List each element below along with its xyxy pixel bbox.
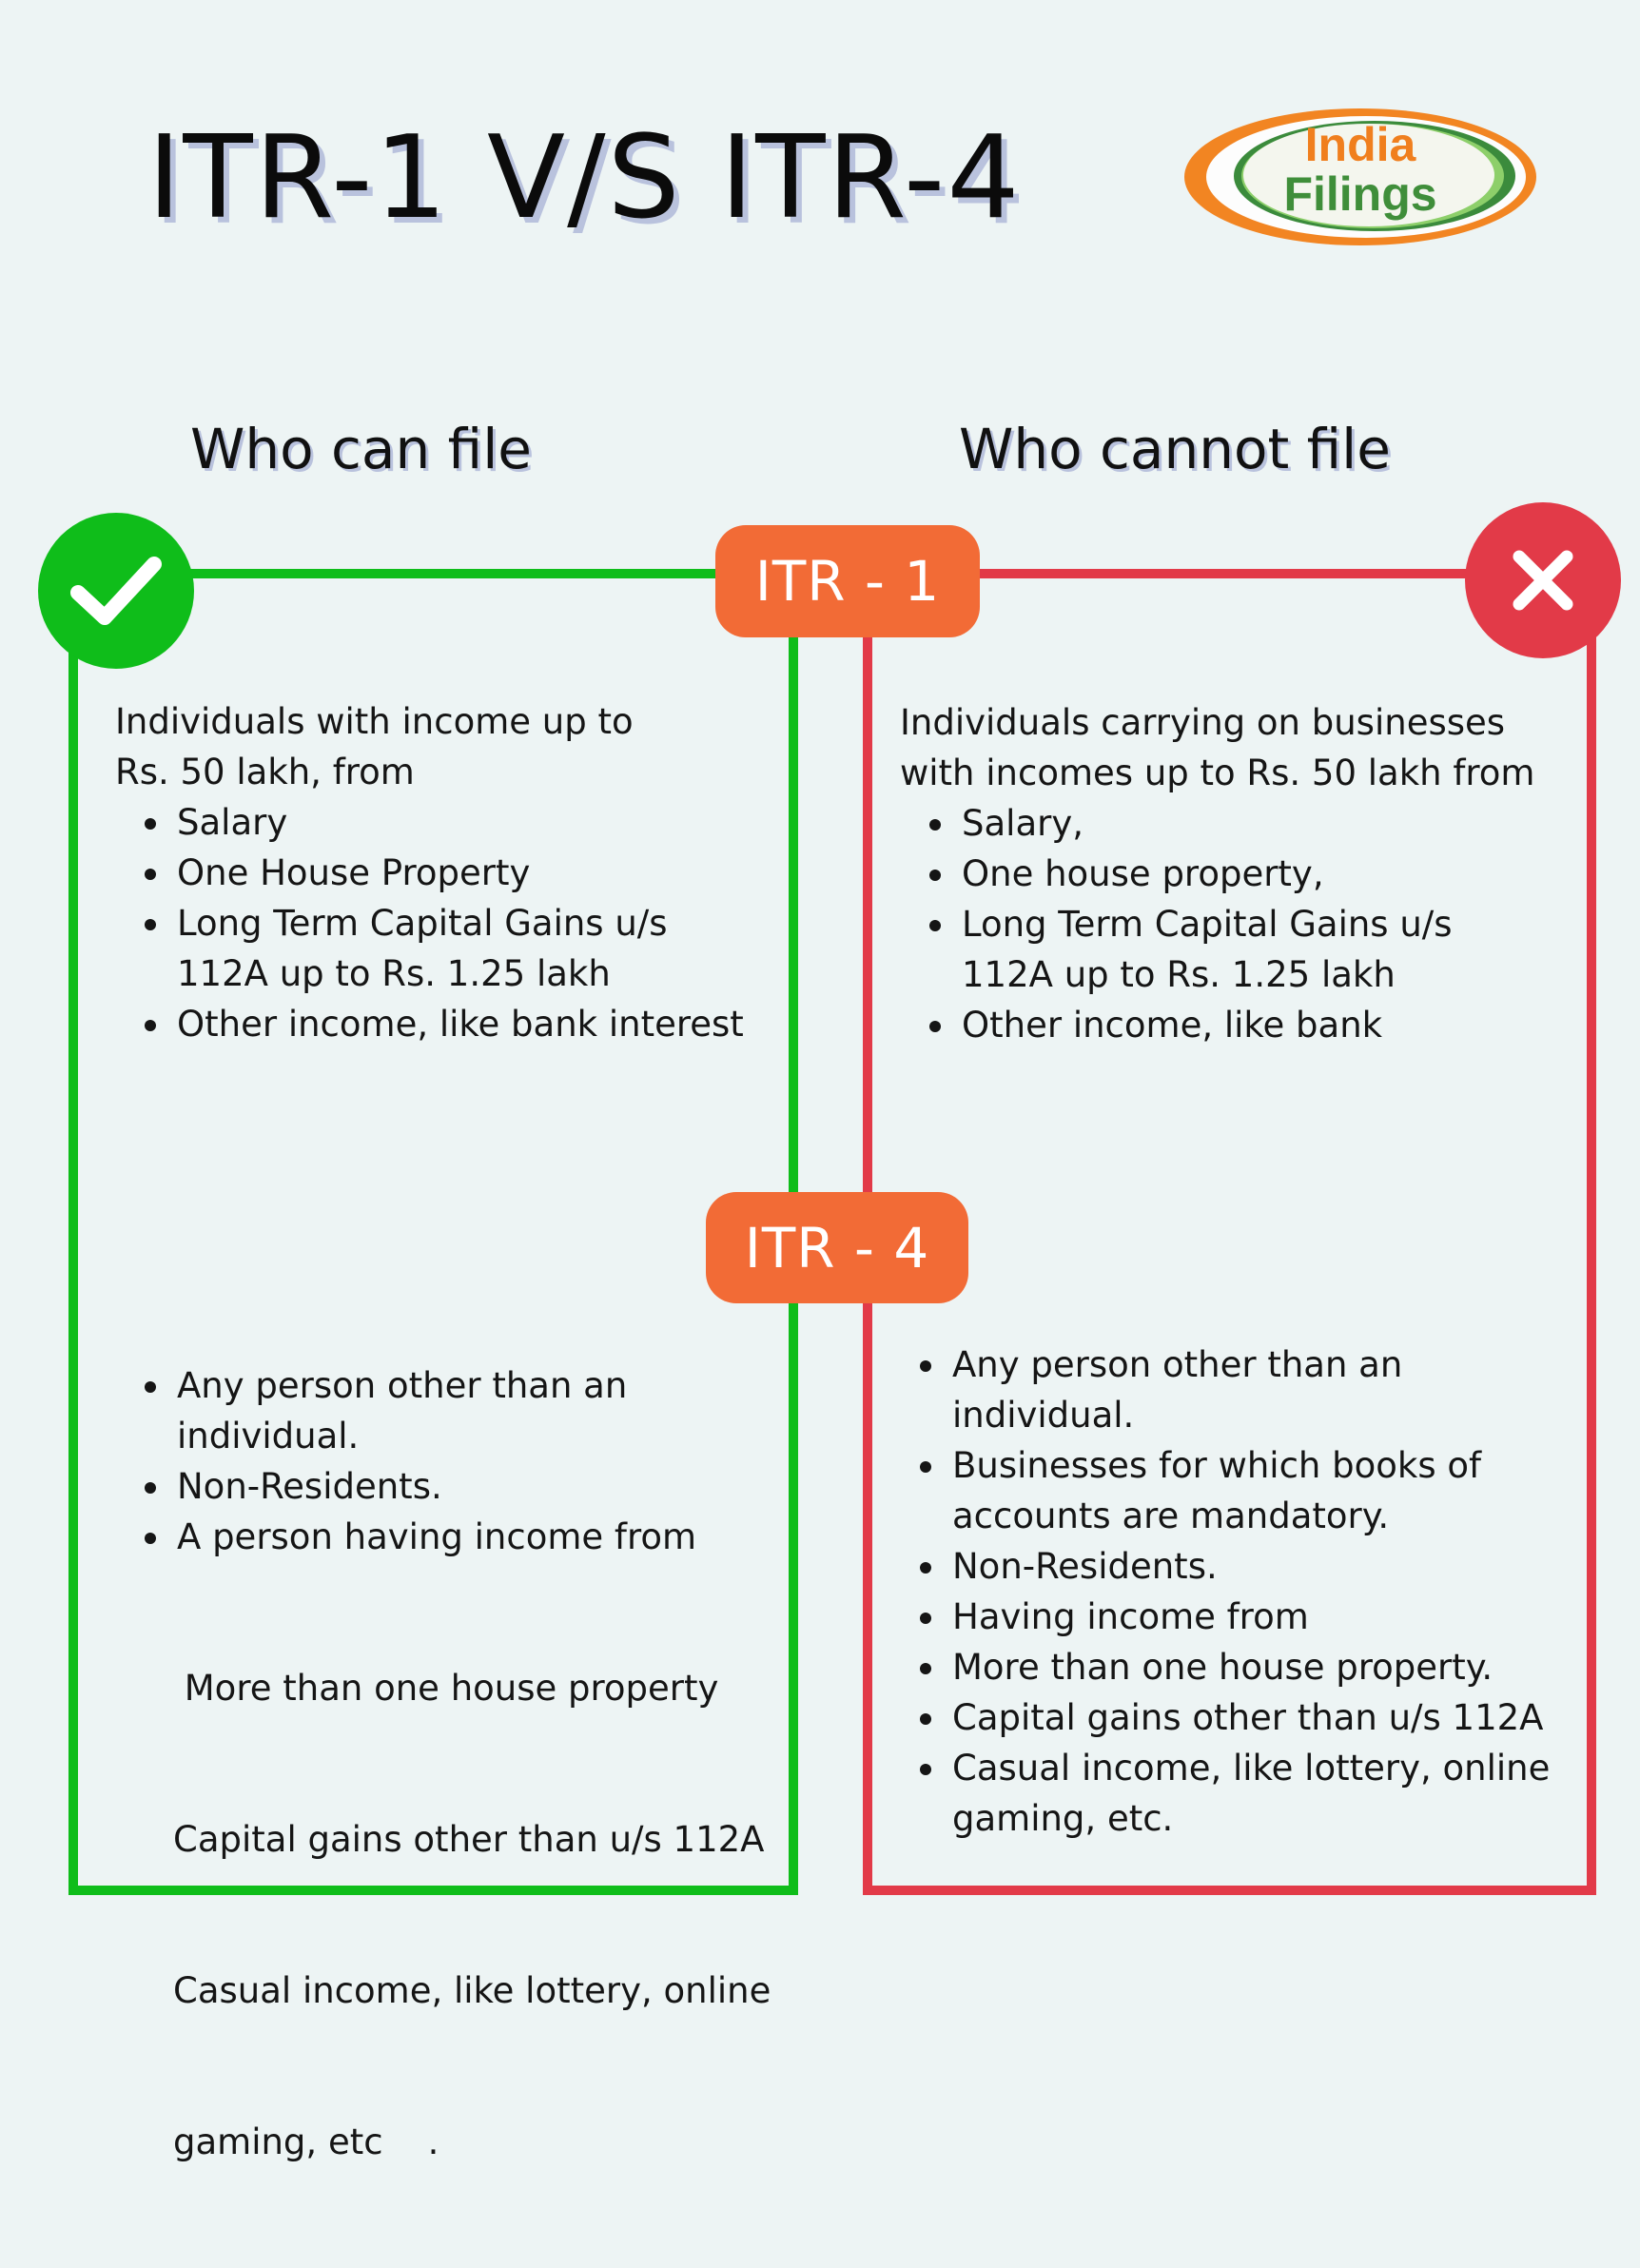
- itr1-can-intro-line1: Individuals with income up to: [115, 701, 634, 742]
- itr1-cannot-file-content: [900, 697, 1585, 1050]
- list-item: Casual income, like lottery, online: [952, 1743, 1590, 1793]
- green-left-border: [68, 609, 78, 1895]
- list-item: More than one house property.: [952, 1642, 1590, 1692]
- list-item: Any person other than an: [177, 1360, 786, 1411]
- red-top-connector: [978, 569, 1492, 578]
- logo-text-filings: Filings: [1283, 167, 1437, 221]
- itr1-can-file-content: [115, 696, 781, 1049]
- cross-circle: [1465, 502, 1621, 658]
- list-item: One house property,: [962, 849, 1585, 899]
- can-file-heading: Who can file: [190, 417, 532, 481]
- check-icon: [68, 553, 164, 629]
- red-bottom-border: [863, 1886, 1596, 1895]
- itr4-can-subline: Capital gains other than u/s 112A: [173, 1819, 765, 1860]
- logo-text-india: India: [1304, 118, 1416, 171]
- list-item: Other income, like bank: [962, 1000, 1585, 1050]
- list-item-continuation: accounts are mandatory.: [952, 1496, 1390, 1536]
- list-item: Other income, like bank interest: [177, 999, 781, 1049]
- itr1-cannot-intro-line1: Individuals carrying on businesses: [900, 702, 1506, 743]
- list-item: Long Term Capital Gains u/s: [962, 899, 1585, 949]
- list-item: Long Term Capital Gains u/s: [177, 898, 781, 948]
- itr4-cannot-file-content: [952, 1339, 1590, 1844]
- list-item: Having income from: [952, 1592, 1590, 1642]
- list-item: A person having income from: [177, 1512, 786, 1562]
- list-item: Non-Residents.: [952, 1541, 1590, 1592]
- list-item: Salary: [177, 797, 781, 848]
- itr4-badge: ITR - 4: [706, 1192, 968, 1303]
- itr1-cannot-intro-line2: with incomes up to Rs. 50 lakh from: [900, 753, 1535, 793]
- india-filings-logo: [1182, 107, 1538, 247]
- itr1-can-intro-line2: Rs. 50 lakh, from: [115, 752, 415, 792]
- page-title: ITR-1 V/S ITR-4: [147, 112, 1022, 244]
- itr4-can-subline: Casual income, like lottery, online: [173, 1970, 771, 2011]
- list-item-continuation: individual.: [177, 1416, 360, 1457]
- list-item-continuation: 112A up to Rs. 1.25 lakh: [177, 953, 611, 994]
- list-item: Businesses for which books of: [952, 1440, 1590, 1491]
- list-item-continuation: individual.: [952, 1395, 1135, 1436]
- list-item-continuation: 112A up to Rs. 1.25 lakh: [962, 954, 1396, 995]
- list-item-continuation: gaming, etc.: [952, 1798, 1174, 1839]
- itr4-can-file-content: [173, 1360, 786, 2268]
- cannot-file-heading: Who cannot file: [959, 417, 1391, 481]
- list-item: Salary,: [962, 798, 1585, 849]
- list-item: Non-Residents.: [177, 1461, 786, 1512]
- itr4-can-subline: gaming, etc .: [173, 2121, 439, 2162]
- green-top-connector: [143, 569, 723, 578]
- list-item: Capital gains other than u/s 112A: [952, 1692, 1590, 1743]
- itr1-badge: ITR - 1: [715, 525, 980, 637]
- list-item: Any person other than an: [952, 1339, 1590, 1390]
- check-circle: [38, 513, 194, 669]
- list-item: One House Property: [177, 848, 781, 898]
- close-icon: [1510, 547, 1576, 614]
- itr4-can-subline: More than one house property: [173, 1668, 719, 1709]
